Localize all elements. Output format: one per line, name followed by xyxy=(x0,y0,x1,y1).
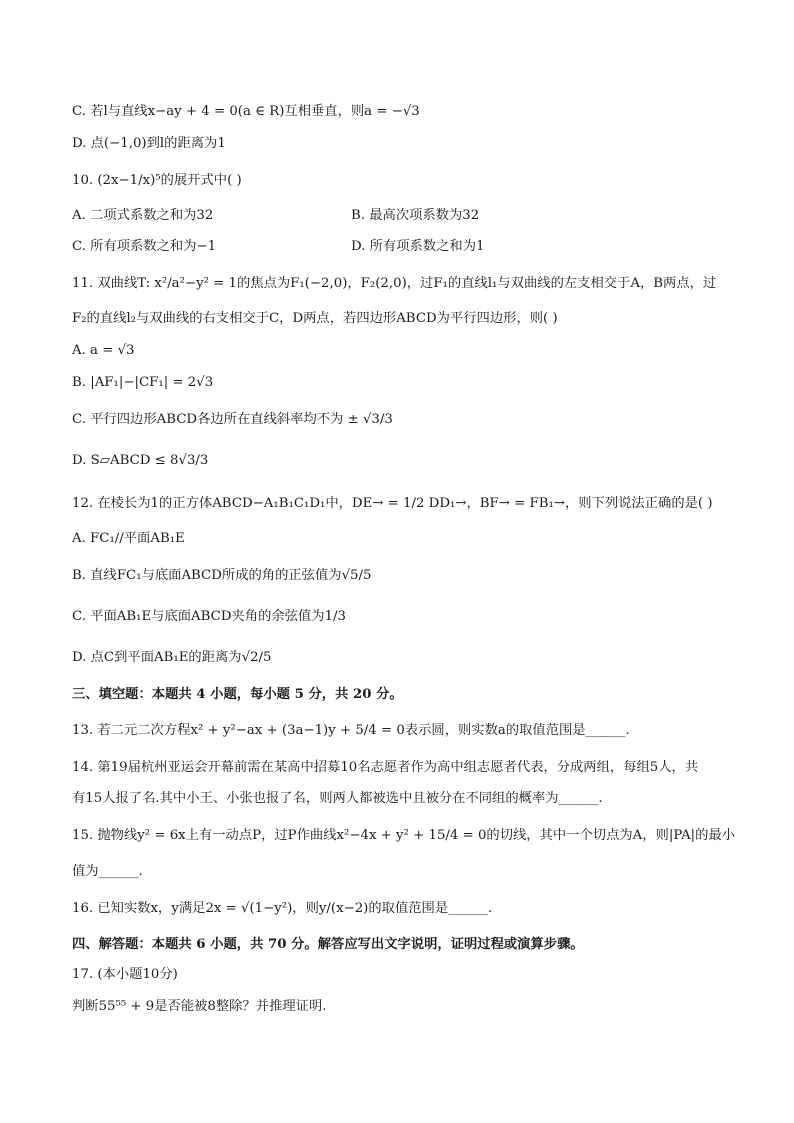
q10-option-c: C. 所有项系数之和为−1 xyxy=(72,239,217,254)
q10-option-b: B. 最高次项系数为32 xyxy=(351,208,480,223)
q12-option-b: B. 直线FC₁与底面ABCD所成的角的正弦值为√5/5 xyxy=(72,568,372,583)
section-3-heading: 三、填空题：本题共 4 小题，每小题 5 分，共 20 分。 xyxy=(72,687,403,702)
q11-stem-line1: 11. 双曲线T: x²/a²−y² = 1的焦点为F₁(−2,0)，F₂(2,0)，过F₁的直线l₁与双曲线的左支相交于A，B两点，过 xyxy=(72,276,717,291)
q12-stem: 12. 在棱长为1的正方体ABCD−A₁B₁C₁D₁中，DE→ = 1/2 DD₁→，BF→ = FB₁→，则下列说法正确的是( ) xyxy=(72,496,713,511)
q14-stem-line1: 14. 第19届杭州亚运会开幕前需在某高中招募10名志愿者作为高中组志愿者代表，分成两组，每组5人，共 xyxy=(72,760,699,775)
q11-option-b: B. |AF₁|−|CF₁| = 2√3 xyxy=(72,375,214,390)
q10-stem: 10. (2x−1/x)⁵的展开式中( ) xyxy=(72,173,242,188)
q16-stem: 16. 已知实数x，y满足2x = √(1−y²)，则y/(x−2)的取值范围是______. xyxy=(72,901,493,916)
q12-option-a: A. FC₁//平面AB₁E xyxy=(72,531,185,546)
q9-option-c: C. 若l与直线x−ay + 4 = 0(a ∈ R)互相垂直，则a = −√3 xyxy=(72,104,420,119)
q11-option-c: C. 平行四边形ABCD各边所在直线斜率均不为 ± √3/3 xyxy=(72,412,393,427)
q9-option-d: D. 点(−1,0)到l的距离为1 xyxy=(72,136,226,151)
section-4-heading: 四、解答题：本题共 6 小题，共 70 分。解答应写出文字说明，证明过程或演算步骤。 xyxy=(72,937,584,952)
q12-option-c: C. 平面AB₁E与底面ABCD夹角的余弦值为1/3 xyxy=(72,609,346,624)
q14-stem-line2: 有15人报了名.其中小王、小张也报了名，则两人都被选中且被分在不同组的概率为______. xyxy=(72,791,603,806)
q13-stem: 13. 若二元二次方程x² + y²−ax + (3a−1)y + 5/4 = 0表示圆，则实数a的取值范围是______. xyxy=(72,723,630,738)
q15-stem-line1: 15. 抛物线y² = 6x上有一动点P，过P作曲线x²−4x + y² + 15/4 = 0的切线，其中一个切点为A，则|PA|的最小 xyxy=(72,828,736,843)
q11-option-d: D. S▱ABCD ≤ 8√3/3 xyxy=(72,453,209,468)
q10-option-a: A. 二项式系数之和为32 xyxy=(72,208,214,223)
q12-option-d: D. 点C到平面AB₁E的距离为√2/5 xyxy=(72,650,272,665)
q11-option-a: A. a = √3 xyxy=(72,343,135,358)
q11-stem-line2: F₂的直线l₂与双曲线的右支相交于C，D两点，若四边形ABCD为平行四边形，则( ) xyxy=(72,311,558,326)
q17-header: 17. (本小题10分) xyxy=(72,967,178,982)
q17-stem: 判断55⁵⁵ + 9是否能被8整除？并推理证明. xyxy=(72,999,327,1014)
q15-stem-line2: 值为______. xyxy=(72,864,143,879)
q10-option-d: D. 所有项系数之和为1 xyxy=(351,239,485,254)
